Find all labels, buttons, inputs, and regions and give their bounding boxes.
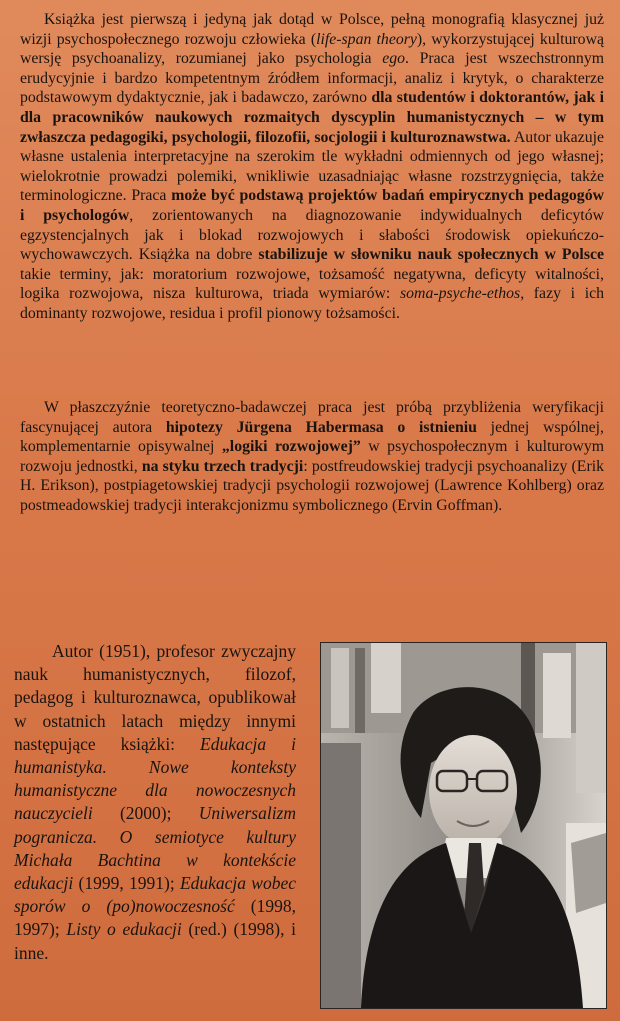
author-portrait-image [321,643,606,1008]
author-photo [320,642,607,1009]
text-run: : postfreudowskiej tradycji psychoanalizy (Erik H. Erikson), postpiagetowskiej tradycji psychologii rozwojowej (Lawrence Kohlberg) oraz postmeadowskiej tradycji interakcjonizmu symbolicznego (Ervin Goffman). [20,457,605,514]
description-paragraph-2 [20,398,604,516]
text-run: Autor (1951), profesor zwyczajny nauk humanistycznych, filozof, pedagog i kulturoznawca, opublikował w ostatnich latach między innymi następujące książki: [14,641,296,754]
bold-phrase: hipotezy Jürgena Habermasa o istnieniu [165,418,477,436]
bold-phrase: „logiki rozwojowej” [221,438,361,456]
italic-phrase: soma-psyche-ethos [399,285,521,303]
italic-phrase: Edukacja i humanistyka. Nowe konteksty humanistyczne dla nowoczesnych nauczycieli [14,733,296,824]
description-paragraph-1 [20,10,604,324]
italic-phrase: Uniwersalizm pogranicza. O semiotyce kultury Michała Bachtina w kontekście edukacji [14,803,296,894]
text-run: W płaszczyźnie teoretyczno-badawczej praca jest próbą przybliżenia weryfikacji fascynującej autora [20,399,604,436]
italic-phrase: ego [382,50,406,68]
text-run: (1999, 1991); [73,873,180,894]
text-run: . Praca jest wszechstronnym erudycyjnie i bardzo kompetentnym źródłem informacji, analiz i krytyk, o charakterze podstawowym dydaktycznie, jak i badawczo, zarówno [20,50,604,107]
bold-phrase: na styku trzech tradycji [141,457,304,475]
text-run: (red.) (1998), i inne. [14,919,296,963]
text-run: Książka jest pierwszą i jedyną jak dotąd w Polsce, pełną monografią klasycznej już wizji psychospołecznego rozwoju człowieka ( [20,11,604,48]
text-run: ), wykorzystującej kulturową wersję psychoanalizy, rozumianej jako psychologia [20,30,604,68]
bold-phrase: może być podstawą projektów badań empirycznych pedagogów i psychologów [20,187,604,224]
italic-phrase: Listy o edukacji [66,919,182,940]
text-run: , zorientowanych na diagnozowanie indywidualnych deficytów egzystencjalnych jak i blokad rozwojowych i słabości środowisk opiekuńczo-wychowawczych. Książka na dobre [20,206,605,264]
bold-phrase: dla studentów i doktorantów, jak i dla pracowników naukowych rozmaitych dyscyplin humanistycznych – w tym zwłaszcza pedagogiki, psychologii, filozofii, socjologii i kulturoznawstwa. [20,89,604,146]
bold-phrase: stabilizuje w słowniku nauk społecznych w Polsce [258,246,604,264]
italic-phrase: Edukacja wobec sporów o (po)nowoczesność [14,873,296,917]
author-bio [14,640,296,965]
italic-phrase: life-span theory [316,30,417,48]
text-run: w psychospołecznym i kulturowym rozwoju jednostki, [20,438,605,475]
text-run: (1998, 1997); [14,896,296,940]
text-run: jednej wspólnej, komplementarnie opisywalnej [20,418,604,456]
text-run: , fazy i ich dominanty rozwojowe, residua i profil pionowy tożsamości. [20,285,604,322]
text-run: (2000); [92,803,199,824]
text-run: Autor ukazuje własne ustalenia interpretacyjne na szerokim tle wykładni odmiennych od jego własnej; wielokrotnie prowadzi polemiki, wnikliwie uzasadniając własne rozstrzygnięcia, także terminologiczne. Praca [20,128,605,205]
text-run: takie terminy, jak: moratorium rozwojowe, tożsamość negatywna, deficyty witalności, logika rozwojowa, nisza kulturowa, triada wymiarów: [20,265,604,303]
